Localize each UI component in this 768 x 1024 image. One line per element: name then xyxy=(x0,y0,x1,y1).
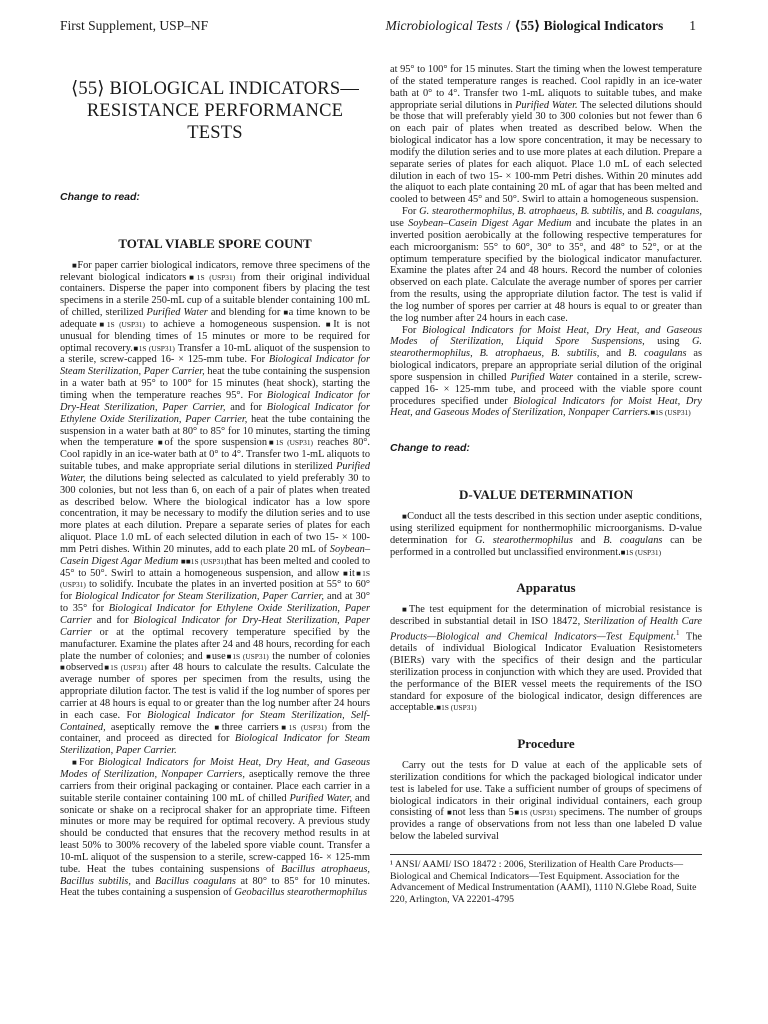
paragraph-procedure: Carry out the tests for D value at each of the applicable sets of sterilization conditions for which the packaged biological indicator under test is labeled for use. Take a sufficient number of groups of specimens of biological indicators in their original individual containers, each group consisting of ■not less than 5■1S (USP31) specimens. The number of groups provides a range of observations from not less than one labeled D value below the labeled survival xyxy=(390,760,702,843)
chapter-title: ⟨55⟩ BIOLOGICAL INDICATORS— RESISTANCE PERFORMANCE TESTS xyxy=(70,79,360,143)
paragraph-heat-shock-continued: at 95° to 100° for 15 minutes. Start the timing when the lowest temperature of the stated temperature ranges is reached. Cool rapidly in an ice-water bath at 0° to 4°. Transfer two 1-mL aliquots to suitable tubes, and make appropriate serial dilutions in Purified Water. The selected dilutions should be those that will preferably yield 30 to 300 colonies but not fewer than 6 on each pair of plates when treated as described below. When the biological indicator has a low spore concentration, it may be necessary to modify the dilution series and to use more plates at each dilution. Prepare a separate series of plates for each aliquot. Place 1.0 mL of each selected dilution in each of two 15- × 100-mm Petri dishes. Within 20 minutes add the aliquot to each plate containing 20 mL of agar that has been melted and cooled to between 45° and 50°. Swirl to attain a homogeneous suspension. xyxy=(390,64,702,206)
footnote-divider xyxy=(390,854,702,855)
section-title-d-value-determination: D-VALUE DETERMINATION xyxy=(459,487,633,503)
change-to-read-label-2: Change to read: xyxy=(390,442,470,455)
header-right xyxy=(386,18,697,34)
header-chapter-name: ⟨55⟩ Biological Indicators xyxy=(514,18,664,33)
subsection-title-procedure: Procedure xyxy=(517,736,575,752)
left-column xyxy=(60,64,370,899)
subsection-title-apparatus: Apparatus xyxy=(516,580,576,596)
header-section-name: Microbiological Tests xyxy=(385,18,503,33)
page-number: 1 xyxy=(689,18,696,33)
paragraph-d-value-intro: ■Conduct all the tests described in this section under aseptic conditions, using sterilized equipment for nonthermophilic microorganisms. D-value determination for G. stearothermophilus and B. coagulans can be performed in a controlled but unclassified environment.■1S (USP31) xyxy=(390,511,703,558)
header-left: First Supplement, USP–NF xyxy=(60,18,209,33)
paragraph-apparatus: ■The test equipment for the determination of microbial resistance is described in substantial detail in ISO 18472, Sterilization of Health Care Products—Biological and Chemical Indicators—Test Equipment.$^1$ The details of individual Biological Indicator Evaluation Resistometers (BIERs) vary with the specifics of their design and the particular sterilization process in conjunction with which they are used. Provided that the performance of the BIER vessel meets the requirements of the ISO standard for exposure of the biological indicator, design differences are acceptable.■1S (USP31) xyxy=(390,604,702,714)
right-column xyxy=(390,64,702,905)
paragraph-nonpaper-carriers: ■For Biological Indicators for Moist Heat, Dry Heat, and Gaseous Modes of Sterilization, Nonpaper Carriers, aseptically remove the three carriers from their original packaging or container. Place each carrier in a suitable sterile container containing 100 mL of chilled Purified Water, and sonicate or shake on a reciprocal shaker for an appropriate time. Fifteen minutes or more may be required for optimal recovery. A previous study should be conducted that ensures that the recovery method results in at least 50% to 300% recovery of the labeled spore viable count. Transfer a 10-mL aliquot of the suspension to a sterile, screw-capped 16- × 125-mm tube. Heat the tubes containing suspensions of Bacillus atrophaeus, Bacillus subtilis, and Bacillus coagulans at 80° to 85° for 10 minutes. Heat the tubes containing a suspension of Geobacillus stearothermophilus xyxy=(60,757,371,899)
section-title-total-viable-spore-count: TOTAL VIABLE SPORE COUNT xyxy=(118,235,312,251)
paragraph-incubation-temperatures: For G. stearothermophilus, B. atrophaeus, B. subtilis, and B. coagulans, use Soybean–Casein Digest Agar Medium and incubate the plates in an inverted position aerobically at the following respective temperatures for each microorganism: 55° to 60°, 30° to 35°, and 48° to 52°, or at the optimum temperature specified by the biological indicator manufacturer. Examine the plates after 24 and 48 hours. Record the number of colonies observed on each plate. Calculate the average number of spores per carrier from the results, using the appropriate dilution factor. The test is valid if the log number of spores per carrier at 48 hours is equal to or greater than the log number after 24 hours in each case. xyxy=(390,206,702,324)
footnote: ¹ ANSI/ AAMI/ ISO 18472 : 2006, Sterilization of Health Care Products—Biological and Chemical Indicators—Test Equipment. Association for the Advancement of Medical Instrumentation (AAMI), 1110 N.Glebe Road, Suite 220, Arlington, VA 22201-4795 xyxy=(390,859,697,905)
paragraph-paper-carrier: ■For paper carrier biological indicators, remove three specimens of the relevant biological indicators■1S (USP31) from their original individual containers. Disperse the paper into component fibers by placing the test specimens in a sterile 250-mL cup of a suitable blender containing 100 mL of chilled, sterilized Purified Water and blending for ■a time known to be adequate■1S (USP31) to achieve a homogeneous suspension. ■It is not unusual for blending times of 15 minutes or more to be required for optimal recovery.■1S (USP31) Transfer a 10-mL aliquot of the suspension to a sterile, screw-capped 16- × 125-mm tube. For Biological Indicator for Steam Sterilization, Paper Carrier, heat the tube containing the suspension in a water bath at 95° to 100° for 15 minutes (heat shock), starting the timing when the temperature reaches 95°. For Biological Indicator for Dry-Heat Sterilization, Paper Carrier, and for Biological Indicator for Ethylene Oxide Sterilization, Paper Carrier, heat the tube containing the suspension in a water bath at 80° to 85° for 10 minutes, starting the timing when the temperature ■of the spore suspension■1S (USP31) reaches 80°. Cool rapidly in an ice-water bath at 0° to 4°. Transfer two 1-mL aliquots to suitable tubes, and make appropriate serial dilutions in sterilized Purified Water, the dilutions being selected as calculated to yield preferably 30 to 300 colonies, but not less than 6, on each of a pair of plates when treated as described below. Where the biological indicator has a low spore concentration, it may be necessary to modify the dilution series and to use more plates at each dilution. Prepare a separate series of plates for each aliquot. Place 1.0 mL of each selected dilution in each of two 15- × 100-mm Petri dishes. Within 20 minutes, add to each plate 20 mL of Soybean–Casein Digest Agar Medium ■■1S (USP31)that has been melted and cooled to 45° to 50°. Swirl to attain a homogeneous suspension, and allow ■it■1S (USP31) to solidify. Incubate the plates in an inverted position at 55° to 60° for Biological Indicator for Steam Sterilization, Paper Carrier, and at 30° to 35° for Biological Indicator for Ethylene Oxide Sterilization, Paper Carrier and for Biological Indicator for Dry-Heat Sterilization, Paper Carrier or at the optimal recovery temperature specified by the manufacturer. Examine the plates after 24 and 48 hours, recording for each plate the number of colonies; and ■use■1S (USP31) the number of colonies ■observed■1S (USP31) after 48 hours to calculate the results. Calculate the average number of spores per specimen from the results, using the appropriate dilution factor. The test is valid if the log number of spores per carrier at 48 hours is equal to or greater than the log number after 24 hours in each case. For Biological Indicator for Steam Sterilization, Self-Contained, aseptically remove the ■three carriers■1S (USP31) from the container, and proceed as directed for Biological Indicator for Steam Sterilization, Paper Carrier. xyxy=(60,259,370,757)
header-separator: / xyxy=(506,18,511,33)
paragraph-liquid-spore-suspensions: For Biological Indicators for Moist Heat, Dry Heat, and Gaseous Modes of Sterilization, Liquid Spore Suspensions, using G. stearothermophilus, B. atrophaeus, B. subtilis, and B. coagulans as biological indicators, prepare an appropriate serial dilution of the original spore suspension in chilled Purified Water contained in a sterile, screw-capped 16- × 125-mm tube, and proceed with the viable spore count procedures specified under Biological Indicators for Moist Heat, Dry Heat, and Gaseous Modes of Sterilization, Nonpaper Carriers.■1S (USP31) xyxy=(390,324,703,419)
change-to-read-label: Change to read: xyxy=(60,191,140,203)
running-header xyxy=(60,18,696,40)
